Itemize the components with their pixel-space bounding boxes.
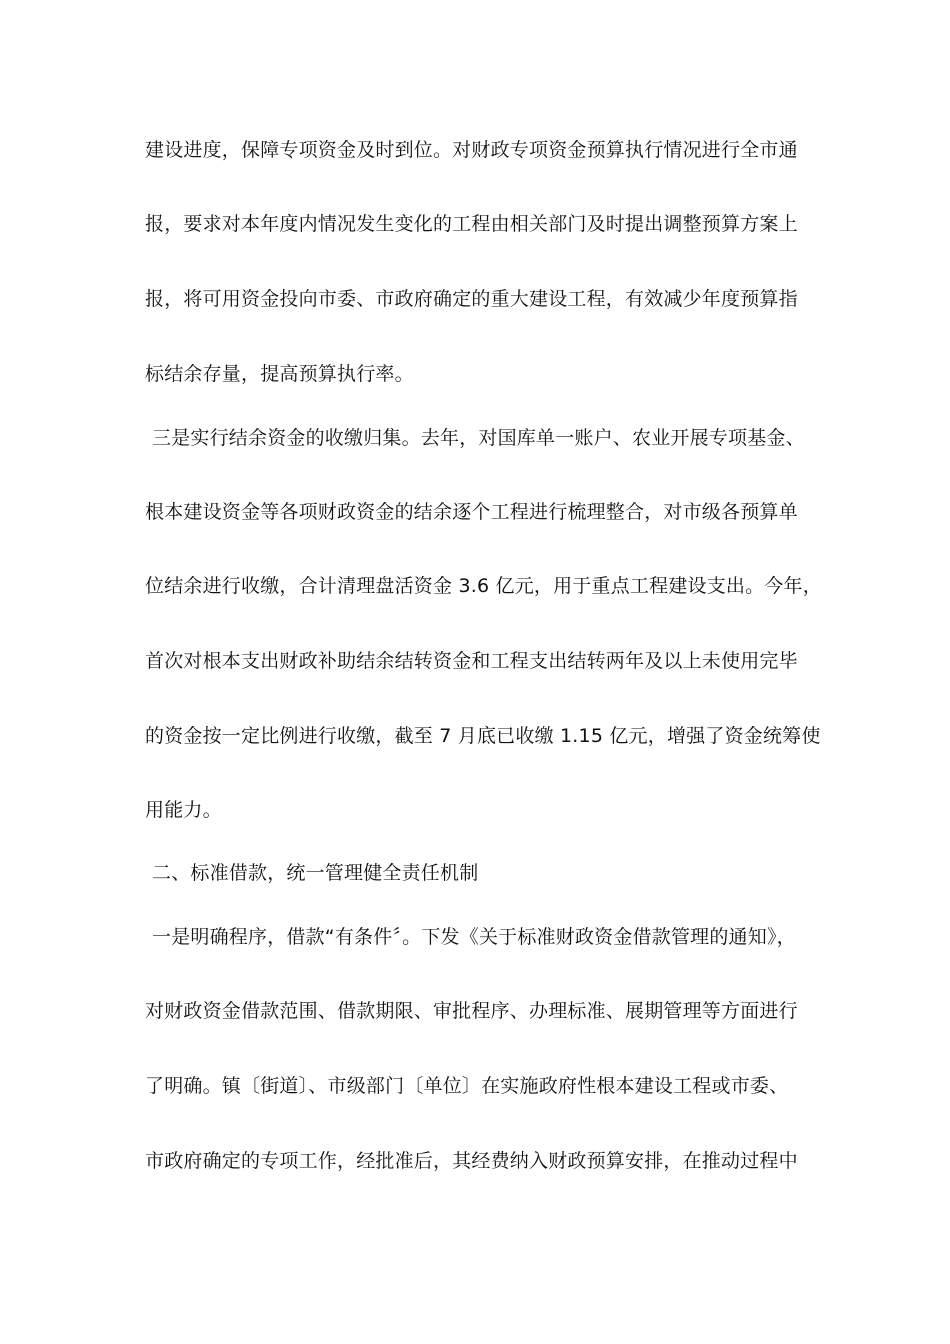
paragraph-line: 用能力。	[145, 799, 222, 821]
paragraph-line: 对财政资金借款范围、借款期限、审批程序、办理标准、展期管理等方面进行	[145, 1000, 798, 1022]
paragraph-line: 市政府确定的专项工作，经批准后，其经费纳入财政预算安排，在推动过程中	[145, 1150, 798, 1172]
section-heading: 二、标准借款，统一管理健全责任机制	[152, 862, 479, 884]
paragraph-line: 首次对根本支出财政补助结余结转资金和工程支出结转两年及以上未使用完毕	[145, 650, 798, 672]
paragraph-line: 报，要求对本年度内情况发生变化的工程由相关部门及时提出调整预算方案上	[145, 213, 798, 235]
paragraph-line: 的资金按一定比例进行收缴，截至 7 月底已收缴 1.15 亿元，增强了资金统筹使	[145, 725, 821, 747]
paragraph-line: 一是明确程序，借款“有条件〞。下发《关于标准财政资金借款管理的通知》，	[152, 926, 796, 948]
paragraph-line: 位结余进行收缴，合计清理盘活资金 3.6 亿元，用于重点工程建设支出。今年，	[145, 575, 822, 597]
paragraph-line: 根本建设资金等各项财政资金的结余逐个工程进行梳理整合，对市级各预算单	[145, 501, 798, 523]
paragraph-line: 建设进度，保障专项资金及时到位。对财政专项资金预算执行情况进行全市通	[145, 139, 798, 161]
paragraph-line: 标结余存量，提高预算执行率。	[145, 363, 414, 385]
paragraph-line: 三是实行结余资金的收缴归集。去年，对国库单一账户、农业开展专项基金、	[152, 427, 805, 449]
paragraph-line: 报，将可用资金投向市委、市政府确定的重大建设工程，有效减少年度预算指	[145, 288, 798, 310]
paragraph-line: 了明确。镇〔街道〕、市级部门〔单位〕在实施政府性根本建设工程或市委、	[145, 1075, 789, 1097]
